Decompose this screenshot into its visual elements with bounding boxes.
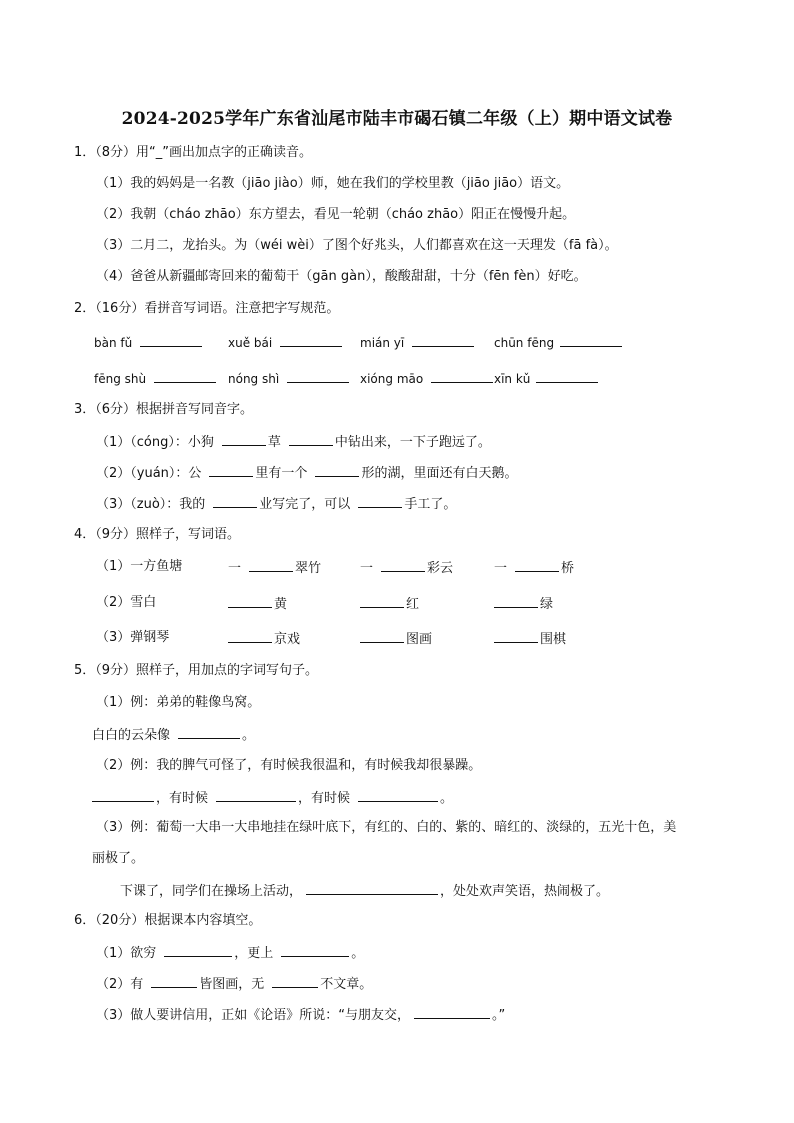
answer-blank[interactable] (360, 629, 404, 643)
q6-line-1 (96, 943, 364, 963)
q3-text: 里有一个 (255, 466, 308, 481)
answer-blank[interactable] (140, 333, 202, 347)
q2-pinyin-4 (494, 333, 624, 352)
answer-blank[interactable] (272, 974, 318, 988)
q5-example-3b: 丽极了。 (92, 851, 145, 866)
q4-item (228, 558, 321, 578)
answer-blank[interactable] (358, 788, 438, 802)
q4-item (494, 594, 553, 614)
answer-blank[interactable] (222, 432, 266, 446)
q6-line-3 (96, 1005, 505, 1025)
q2-pinyin-7 (360, 369, 495, 388)
answer-blank[interactable] (92, 788, 154, 802)
q3-text: 手工了。 (404, 497, 457, 512)
answer-blank[interactable] (494, 629, 538, 643)
q1-item-3: （3）二月二，龙抬头。为（wéi wèi）了图个好兆头，人们都喜欢在这一天理发（fā fà）。 (96, 238, 618, 253)
q5-example-3a: （3）例：葡萄一大串一大串地挂在绿叶底下，有红的、白的、紫的、暗红的、淡绿的，五光十色，美 (96, 820, 677, 835)
answer-blank[interactable] (494, 594, 538, 608)
answer-blank[interactable] (381, 558, 425, 572)
pinyin-text: chūn fēng (494, 336, 555, 350)
q6-text: 。 (351, 946, 365, 961)
q5-text: 。 (440, 791, 454, 806)
q4-item (228, 594, 287, 614)
q4-example-2: （2）雪白 (96, 595, 157, 610)
answer-blank[interactable] (315, 463, 359, 477)
q5-text: 白白的云朵像 (92, 728, 171, 743)
q6-text: 。” (492, 1008, 506, 1023)
q4-text: 围棋 (540, 632, 567, 647)
q5-example-2: （2）例：我的脾气可怪了，有时候我很温和，有时候我却很暴躁。 (96, 758, 482, 773)
answer-blank[interactable] (358, 494, 402, 508)
q6-stem: 6．（20分）根据课本内容填空。 (74, 913, 262, 928)
q6-line-2 (96, 974, 372, 994)
q5-text: ，有时候 (298, 791, 351, 806)
q3-line-2 (96, 463, 517, 483)
q4-item (360, 558, 453, 578)
answer-blank[interactable] (151, 974, 197, 988)
q5-answer-2 (92, 788, 453, 808)
q5-text: 下课了，同学们在操场上活动， (120, 884, 303, 899)
q4-item (494, 558, 574, 578)
q4-item (494, 629, 566, 649)
q3-text: （2）（yuán）：公 (96, 466, 202, 481)
q5-text: ，处处欢声笑语，热闹极了。 (440, 884, 610, 899)
q3-text: （1）（cóng）：小狗 (96, 435, 214, 450)
q4-stem: 4．（9分）照样子，写词语。 (74, 527, 241, 542)
q4-text: 京戏 (274, 632, 301, 647)
q4-text: 翠竹 (295, 561, 322, 576)
q1-item-2: （2）我朝（cháo zhāo）东方望去，看见一轮朝（cháo zhāo）阳正在慢慢升起。 (96, 207, 576, 222)
answer-blank[interactable] (536, 369, 598, 383)
answer-blank[interactable] (280, 333, 342, 347)
q4-example-3: （3）弹钢琴 (96, 630, 170, 645)
q4-item (228, 629, 300, 649)
q5-text: 。 (242, 728, 256, 743)
q4-text: 一 (360, 561, 374, 576)
answer-blank[interactable] (216, 788, 296, 802)
q3-stem: 3．（6分）根据拼音写同音字。 (74, 402, 254, 417)
q2-stem: 2．（16分）看拼音写词语。注意把字写规范。 (74, 301, 340, 316)
q2-pinyin-5 (94, 369, 218, 388)
q3-text: 业写完了，可以 (259, 497, 351, 512)
answer-blank[interactable] (178, 725, 240, 739)
q3-text: 形的湖，里面还有白天鹅。 (361, 466, 518, 481)
pinyin-text: fēng shù (94, 372, 147, 386)
q5-text: ，有时候 (156, 791, 209, 806)
q2-pinyin-3 (360, 333, 476, 352)
pinyin-text: xīn kǔ (494, 372, 531, 386)
q4-text: 红 (406, 597, 420, 612)
q6-text: （2）有 (96, 977, 144, 992)
q6-text: （1）欲穷 (96, 946, 157, 961)
q4-item (360, 594, 419, 614)
pinyin-text: bàn fǔ (94, 336, 133, 350)
q4-text: 黄 (274, 597, 288, 612)
q2-pinyin-1 (94, 333, 204, 352)
answer-blank[interactable] (154, 369, 216, 383)
pinyin-text: xuě bái (228, 336, 273, 350)
q2-pinyin-8 (494, 369, 600, 388)
q6-text: 不文章。 (320, 977, 373, 992)
q4-text: 绿 (540, 597, 554, 612)
pinyin-text: mián yī (360, 336, 405, 350)
q6-text: （3）做人要讲信用，正如《论语》所说：“与朋友交， (96, 1008, 411, 1023)
q5-example-1: （1）例：弟弟的鞋像鸟窝。 (96, 695, 261, 710)
q4-text: 彩云 (427, 561, 454, 576)
q6-text: 皆图画，无 (199, 977, 265, 992)
q4-text: 图画 (406, 632, 433, 647)
pinyin-text: nóng shì (228, 372, 280, 386)
exam-title: 2024-2025学年广东省汕尾市陆丰市碣石镇二年级（上）期中语文试卷 (121, 109, 673, 129)
answer-blank[interactable] (412, 333, 474, 347)
answer-blank[interactable] (515, 558, 559, 572)
answer-blank[interactable] (249, 558, 293, 572)
answer-blank[interactable] (287, 369, 349, 383)
q1-item-1: （1）我的妈妈是一名教（jiāo jiào）师，她在我们的学校里教（jiāo jiāo）语文。 (96, 176, 570, 191)
answer-blank[interactable] (281, 943, 349, 957)
q3-text: （3）（zuò）：我的 (96, 497, 206, 512)
answer-blank[interactable] (560, 333, 622, 347)
q3-text: 中钻出来，一下子跑远了。 (334, 435, 491, 450)
q2-pinyin-2 (228, 333, 344, 352)
answer-blank[interactable] (228, 594, 272, 608)
q3-line-1 (96, 432, 491, 452)
answer-blank[interactable] (164, 943, 232, 957)
q2-pinyin-6 (228, 369, 351, 388)
q5-answer-3 (120, 881, 609, 901)
answer-blank[interactable] (289, 432, 333, 446)
q5-stem: 5．（9分）照样子，用加点的字词写句子。 (74, 663, 319, 678)
q4-example-1: （1）一方鱼塘 (96, 559, 183, 574)
answer-blank[interactable] (306, 881, 438, 895)
q1-stem: 1．（8分）用“_”画出加点字的正确读音。 (74, 145, 313, 160)
q4-text: 一 (494, 561, 508, 576)
q3-line-3 (96, 494, 456, 514)
pinyin-text: xióng māo (360, 372, 424, 386)
answer-blank[interactable] (360, 594, 404, 608)
q4-item (360, 629, 432, 649)
q5-answer-1 (92, 725, 255, 745)
q3-text: 草 (267, 435, 281, 450)
answer-blank[interactable] (431, 369, 493, 383)
answer-blank[interactable] (228, 629, 272, 643)
answer-blank[interactable] (209, 463, 253, 477)
answer-blank[interactable] (213, 494, 257, 508)
q1-item-4: （4）爸爸从新疆邮寄回来的葡萄干（gān gàn），酸酸甜甜，十分（fēn fèn）好吃。 (96, 269, 587, 284)
q4-text: 桥 (561, 561, 575, 576)
q4-text: 一 (228, 561, 242, 576)
answer-blank[interactable] (414, 1005, 490, 1019)
q6-text: ，更上 (234, 946, 274, 961)
